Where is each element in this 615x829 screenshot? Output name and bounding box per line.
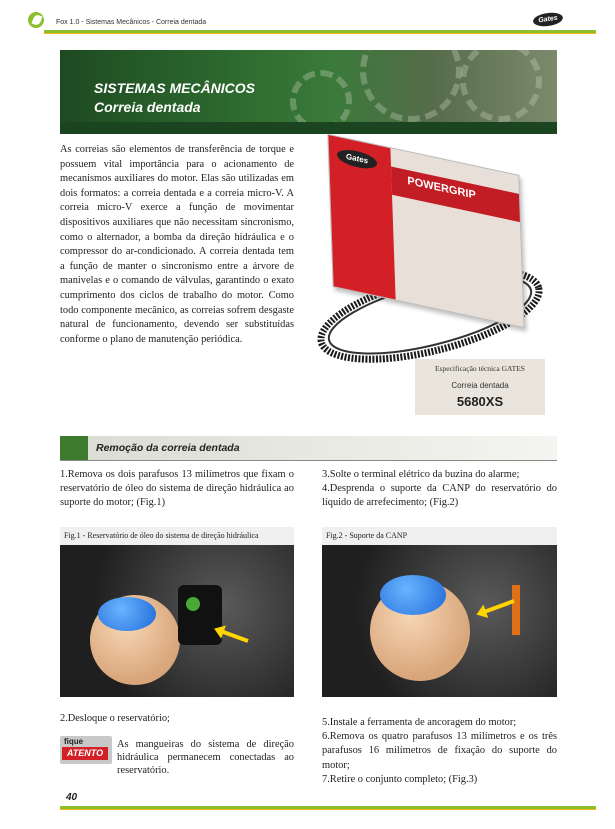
box-brand-logo: Gates: [337, 147, 378, 172]
page-number: 40: [66, 792, 78, 803]
hero-title: SISTEMAS MECÂNICOS: [94, 80, 256, 96]
figure-1-caption: Fig.1 - Reservatório de óleo do sistema de direção hidráulica: [60, 527, 294, 545]
leaf-logo-icon: [28, 12, 44, 28]
spec-title: Especificação técnica GATES: [435, 364, 525, 373]
hero-band: [60, 122, 557, 134]
badge-main-text: ATENTO: [62, 747, 108, 760]
step-7: 7.Retire o conjunto completo; (Fig.3): [322, 773, 478, 785]
figure-1: [60, 527, 294, 697]
arrow-icon: [221, 630, 249, 643]
blue-cap-image: [98, 597, 156, 631]
orange-hose-image: [512, 585, 520, 635]
hero-banner: [60, 50, 557, 134]
intro-paragraph: As correias são elementos de transferência de torque e possuem vital importância para o acionamento de mecanismos auxiliares do motor. Elas são utilizadas em dois formatos: a correia dentada e a correia micro-V. A correia micro-V exerce a função de movimentar dispositivos auxiliares que não necessitam sincronismo, como o alternador, a bomba da direção hidráulica e o compressor do ar-condicionado. A correia dentada tem a função de manter o sincronismo entre a árvore de manivelas e o comando de válvulas, garantindo o exato cumprimento dos ciclos de trabalho do motor. Como todo componente mecânico, as correias sofrem desgaste natural de funcionamento, devendo ser substituídas conforme o plano de manutenção periódica.: [60, 144, 294, 345]
step-1: 1.Remova os dois parafusos 13 milímetros que fixam o reservatório de óleo do sistema de direção hidráulica ao suporte do motor; (Fig.1): [60, 469, 294, 509]
engine-photo: [322, 545, 557, 697]
section-accent: [60, 436, 88, 460]
attention-badge-icon: [60, 736, 112, 764]
section-title: Remoção da correia dentada: [96, 442, 240, 454]
step-6: 6.Remova os quatro parafusos 13 milímetros e os três parafusos 16 milímetros de fixação do suporte do motor;: [322, 731, 557, 771]
steps-right-bottom: [322, 716, 557, 787]
gates-logo: Gates: [532, 11, 564, 28]
step-2: 2.Desloque o reservatório;: [60, 713, 170, 724]
header-rule-accent: [44, 33, 596, 34]
spec-item: Correia dentada: [451, 381, 509, 390]
gear-image: [460, 50, 542, 122]
step-4: 4.Desprenda o suporte da CANP do reservatório do líquido de arrefecimento; (Fig.2): [322, 483, 557, 509]
step-3: 3.Solte o terminal elétrico da buzina do alarme;: [322, 469, 520, 480]
box-product-name: POWERGRIP: [407, 174, 477, 202]
figure-2-caption: Fig.2 - Suporte da CANP: [322, 527, 557, 545]
spec-code: 5680XS: [456, 394, 504, 409]
engine-photo: [60, 545, 294, 697]
gear-image: [360, 50, 462, 122]
blue-cap-image: [380, 575, 446, 615]
badge-top-text: fique: [64, 737, 84, 746]
product-image: [310, 135, 555, 420]
section-header: [60, 436, 557, 460]
page-header: [0, 0, 615, 32]
footer-rule-accent: [60, 809, 596, 810]
section-divider: [60, 460, 557, 461]
green-cap-image: [186, 597, 200, 611]
arrow-icon: [483, 599, 514, 614]
spec-card: [415, 359, 545, 415]
attention-note: [60, 736, 294, 784]
hero-subtitle: Correia dentada: [94, 99, 201, 115]
running-title: Fox 1.0 - Sistemas Mecânicos - Correia dentada: [56, 19, 207, 26]
step-5: 5.Instale a ferramenta de ancoragem do motor;: [322, 717, 517, 728]
note-text: As mangueiras do sistema de direção hidráulica permanecem conectadas ao reservatório.: [117, 739, 294, 776]
steps-right-top: [322, 468, 557, 511]
figure-2: [322, 527, 557, 697]
